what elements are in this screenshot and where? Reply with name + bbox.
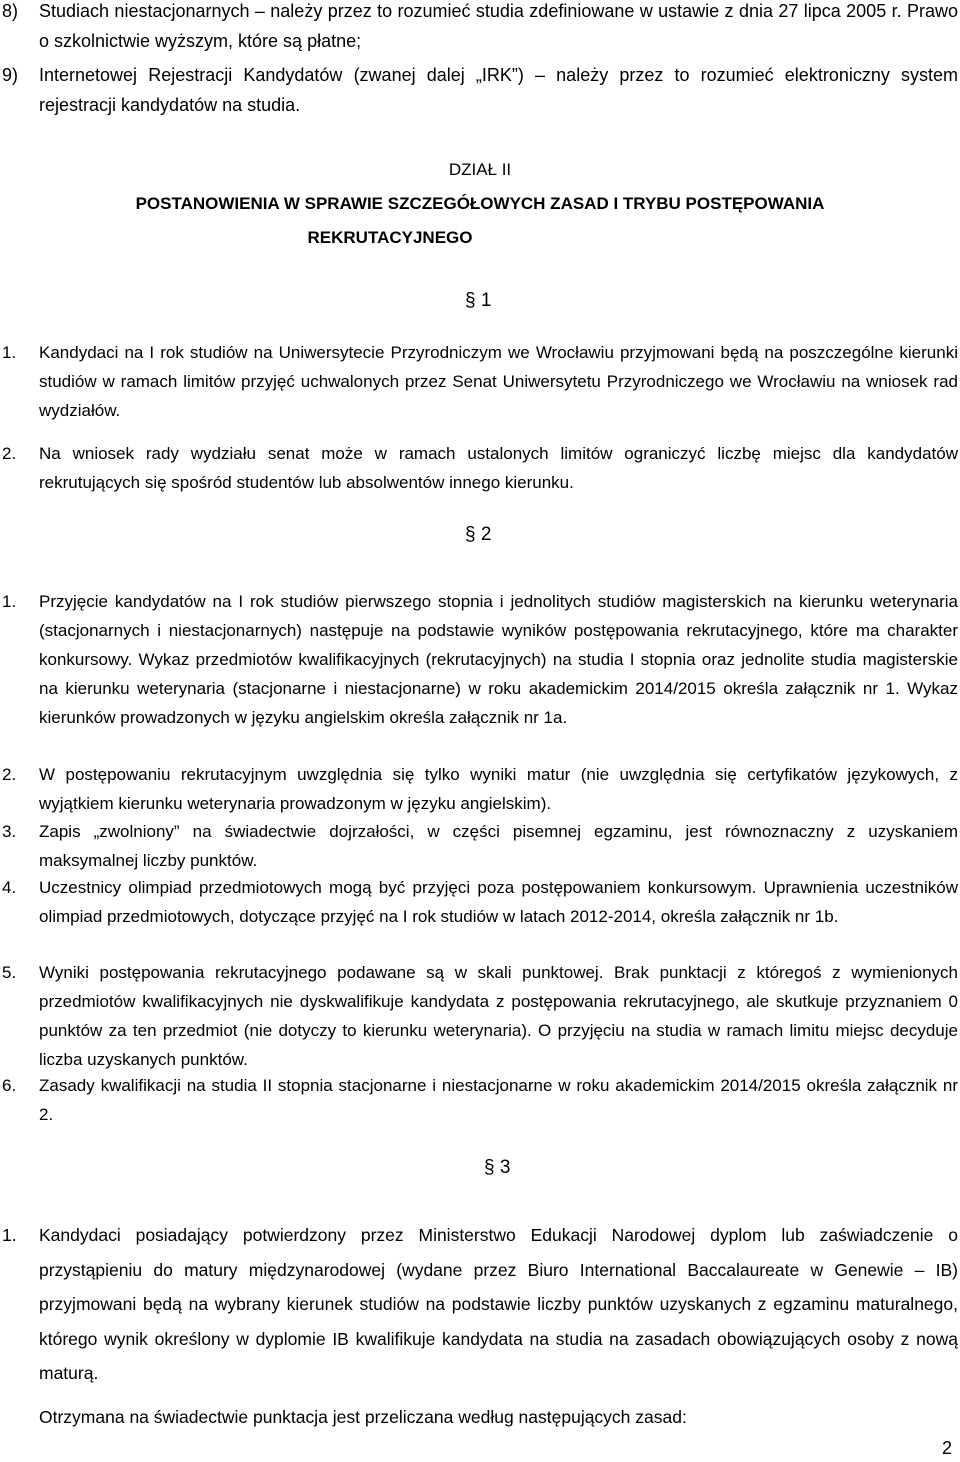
item-text: Internetowej Rejestracji Kandydatów (zwanej dalej „IRK”) – należy przez to rozumieć elektroniczny system rejestracji kandydatów na studia. [39, 65, 958, 115]
list-item [2, 60, 958, 120]
list-item [2, 1071, 958, 1129]
list-item [2, 760, 958, 818]
section-heading [0, 153, 960, 255]
list-item [2, 439, 958, 497]
list-item [2, 0, 958, 56]
paragraph-sign-2: § 2 [465, 524, 492, 545]
list-item [2, 587, 958, 732]
item-text: W postępowaniu rekrutacyjnym uwzględnia się tylko wyniki matur (nie uwzględnia się certyfikatów językowych, z wyjątkiem kierunku weterynaria prowadzonym w języku angielskim). [39, 765, 958, 813]
item-number: 3. [2, 822, 17, 841]
item-number: 6. [2, 1076, 17, 1095]
closing-paragraph: Otrzymana na świadectwie punktacja jest przeliczana według następujących zasad: [39, 1407, 687, 1427]
list-item [2, 817, 958, 875]
item-text: Zapis „zwolniony” na świadectwie dojrzałości, w części pisemnej egzaminu, jest równoznaczny z uzyskaniem maksymalnej liczby punktów. [39, 822, 958, 870]
section-title-line2: REKRUTACYJNEGO [307, 228, 473, 247]
item-number: 4. [2, 878, 17, 897]
item-number: 8) [2, 1, 19, 21]
list-item [2, 1218, 958, 1391]
item-text: Uczestnicy olimpiad przedmiotowych mogą być przyjęci poza postępowaniem konkursowym. Uprawnienia uczestników olimpiad przedmiotowych, dotyczące przyjęć na I rok studiów w latach 2012-2014, określa załącznik nr 1b. [39, 878, 958, 926]
paragraph-sign-1: § 1 [465, 290, 492, 311]
item-number: 2. [2, 444, 17, 463]
item-number: 2. [2, 765, 17, 784]
item-text: Kandydaci posiadający potwierdzony przez Ministerstwo Edukacji Narodowej dyplom lub zaświadczenie o przystąpieniu do matury międzynarodowej (wydane przez Biuro International Baccalaureate w Genewie – IB) przyjmowani będą na wybrany kierunek studiów na podstawie liczby punktów uzyskanych z egzaminu maturalnego, którego wynik określony w dyplomie IB kwalifikuje kandydata na studia na zasadach obowiązujących osoby z nową maturą. [39, 1225, 958, 1383]
section-label: DZIAŁ II [448, 160, 512, 179]
item-text: Przyjęcie kandydatów na I rok studiów pierwszego stopnia i jednolitych studiów magisterskich na kierunku weterynaria (stacjonarnych i niestacjonarnych) następuje na podstawie wyników postępowania rekrutacyjnego, które ma charakter konkursowy. Wykaz przedmiotów kwalifikacyjnych (rekrutacyjnych) na studia I stopnia oraz jednolite studia magisterskie na kierunku weterynaria (stacjonarne i niestacjonarne) w roku akademickim 2014/2015 określa załącznik nr 1. Wykaz kierunków prowadzonych w języku angielskim określa załącznik nr 1a. [39, 592, 958, 727]
section-title-line1: POSTANOWIENIA W SPRAWIE SZCZEGÓŁOWYCH ZASAD I TRYBU POSTĘPOWANIA [135, 194, 825, 213]
item-text: Kandydaci na I rok studiów na Uniwersytecie Przyrodniczym we Wrocławiu przyjmowani będą na poszczególne kierunki studiów w ramach limitów przyjęć uchwalonych przez Senat Uniwersytetu Przyrodniczego we Wrocławiu na wniosek rad wydziałów. [39, 343, 958, 420]
page-number: 2 [941, 1438, 952, 1458]
item-number: 5. [2, 963, 17, 982]
list-item [2, 873, 958, 931]
item-number: 1. [2, 343, 17, 362]
list-item [2, 338, 958, 425]
item-text: Na wniosek rady wydziału senat może w ramach ustalonych limitów ograniczyć liczbę miejsc dla kandydatów rekrutujących się spośród studentów lub absolwentów innego kierunku. [39, 444, 958, 492]
item-number: 1. [2, 1225, 17, 1245]
item-text: Studiach niestacjonarnych – należy przez to rozumieć studia zdefiniowane w ustawie z dnia 27 lipca 2005 r. Prawo o szkolnictwie wyższym, które są płatne; [39, 1, 958, 51]
item-number: 1. [2, 592, 17, 611]
paragraph-sign-3: § 3 [484, 1157, 511, 1178]
item-text: Wyniki postępowania rekrutacyjnego podawane są w skali punktowej. Brak punktacji z któregoś z wymienionych przedmiotów kwalifikacyjnych nie dyskwalifikuje kandydata z postępowania rekrutacyjnego, ale skutkuje przyznaniem 0 punktów za ten przedmiot (nie dotyczy to kierunku weterynaria). O przyjęciu na studia w ramach limitu miejsc decyduje liczba uzyskanych punktów. [39, 963, 958, 1069]
list-item [2, 958, 958, 1074]
item-text: Zasady kwalifikacji na studia II stopnia stacjonarne i niestacjonarne w roku akademickim 2014/2015 określa załącznik nr 2. [39, 1076, 958, 1124]
item-number: 9) [2, 65, 19, 85]
